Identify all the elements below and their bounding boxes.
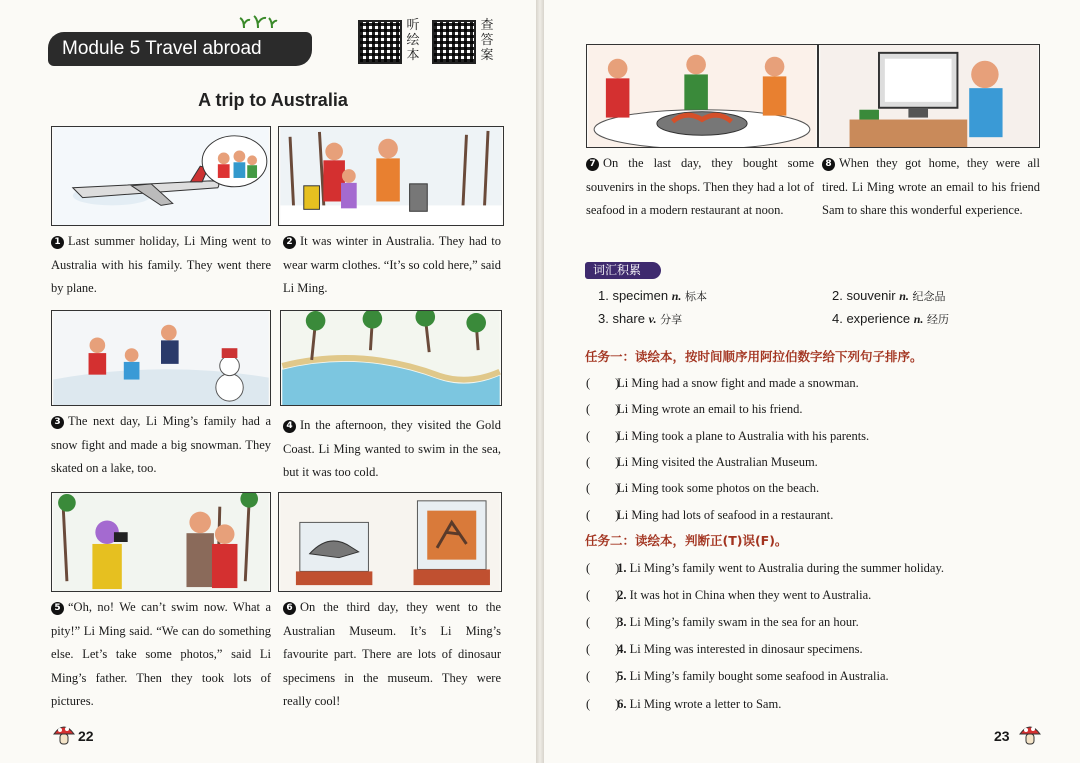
qr-answers-label: 查答案 (480, 18, 494, 63)
panel-4-picture (280, 310, 502, 406)
vocab-heading: 词汇积累 (585, 262, 661, 279)
task1-item: ( ) Li Ming took some photos on the beach. (586, 481, 820, 495)
task1-item: ( ) Li Ming took a plane to Australia with his parents. (586, 429, 870, 443)
panel-6-picture (278, 492, 502, 592)
task2-item: ( ) 1. Li Ming’s family went to Australia during the summer holiday. (586, 561, 945, 575)
task1-item: ( ) Li Ming wrote an email to his friend. (586, 402, 803, 416)
panel-8-number: 8 (822, 158, 835, 171)
task2-item: ( ) 3. Li Ming’s family swam in the sea for an hour. (586, 615, 859, 629)
panel-5-picture (51, 492, 271, 592)
camera-icon (52, 493, 270, 591)
task2-heading: 任务二：读绘本，判断正(T)误(F)。 (585, 533, 788, 548)
panel-5-number: 5 (51, 602, 64, 615)
vocab-item: 4. experience n. 经历 (832, 311, 949, 326)
panel-5-text: 5 “Oh, no! We can’t swim now. What a pity!” Li Ming said. “We can do something else. Let’s take some photos,” said Li Ming’s father. Then they took lots of pictures. (51, 600, 271, 708)
qr-listen-label: 听绘本 (406, 18, 420, 63)
task1-item: ( ) Li Ming had a snow fight and made a snowman. (586, 376, 859, 390)
panel-1-number: 1 (51, 236, 64, 249)
task2-item: ( ) 6. Li Ming wrote a letter to Sam. (586, 697, 782, 711)
panel-6-number: 6 (283, 602, 296, 615)
computer-icon (819, 45, 1039, 147)
module-title: Module 5 Travel abroad (48, 32, 312, 66)
story-title: A trip to Australia (198, 90, 348, 110)
panel-6-text: 6 On the third day, they went to the Australian Museum. It’s Li Ming’s favourite part. There are lots of dinosaur specimens in the museum. They were really cool! (283, 600, 501, 708)
family-winter-icon (279, 127, 503, 225)
panel-3-text: 3 The next day, Li Ming’s family had a snow fight and made a big snowman. They skated on a lake, too. (51, 414, 271, 475)
sprout-icon (238, 14, 278, 30)
qr-code-icon[interactable] (432, 20, 476, 64)
task1-item: ( ) Li Ming had lots of seafood in a restaurant. (586, 508, 834, 522)
book-gutter (536, 0, 544, 763)
task1-heading: 任务一：读绘本，按时间顺序用阿拉伯数字给下列句子排序。 (585, 349, 923, 364)
task1-item: ( ) Li Ming visited the Australian Museum. (586, 455, 818, 469)
panel-8-text: 8 When they got home, they were all tired. Li Ming wrote an email to his friend Sam to share this wonderful experience. (822, 156, 1040, 217)
task2-item: ( ) 5. Li Ming’s family bought some seafood in Australia. (586, 669, 889, 683)
beach-icon (281, 311, 501, 405)
mushroom-icon (52, 722, 76, 746)
panel-2-text: 2 It was winter in Australia. They had to wear warm clothes. “It’s so cold here,” said Li Ming. (283, 234, 501, 295)
panel-2-picture (278, 126, 504, 226)
vocab-item: 3. share v. 分享 (598, 311, 683, 326)
panel-8-picture (818, 44, 1040, 148)
page-number-left: 22 (78, 728, 94, 744)
panel-7-picture (586, 44, 818, 148)
panel-4-text: 4 In the afternoon, they visited the Gold Coast. Li Ming wanted to swim in the sea, but it was too cold. (283, 418, 501, 479)
panel-1-text: 1 Last summer holiday, Li Ming went to Australia with his family. They went there by plane. (51, 234, 271, 295)
vocab-item: 1. specimen n. 标本 (598, 288, 708, 303)
page-number-right: 23 (994, 728, 1010, 744)
panel-7-number: 7 (586, 158, 599, 171)
panel-4-number: 4 (283, 420, 296, 433)
panel-1-picture (51, 126, 271, 226)
mushroom-icon (1018, 722, 1042, 746)
plane-icon (52, 127, 270, 225)
dinosaur-icon (279, 493, 501, 591)
panel-3-number: 3 (51, 416, 64, 429)
panel-2-number: 2 (283, 236, 296, 249)
seafood-icon (587, 45, 817, 147)
panel-7-text: 7 On the last day, they bought some souvenirs in the shops. Then they had a lot of seafood in a modern restaurant at noon. (586, 156, 814, 217)
snowman-icon (52, 311, 270, 405)
task2-item: ( ) 2. It was hot in China when they went to Australia. (586, 588, 872, 602)
vocab-item: 2. souvenir n. 纪念品 (832, 288, 946, 303)
qr-code-icon[interactable] (358, 20, 402, 64)
panel-3-picture (51, 310, 271, 406)
task2-item: ( ) 4. Li Ming was interested in dinosaur specimens. (586, 642, 863, 656)
